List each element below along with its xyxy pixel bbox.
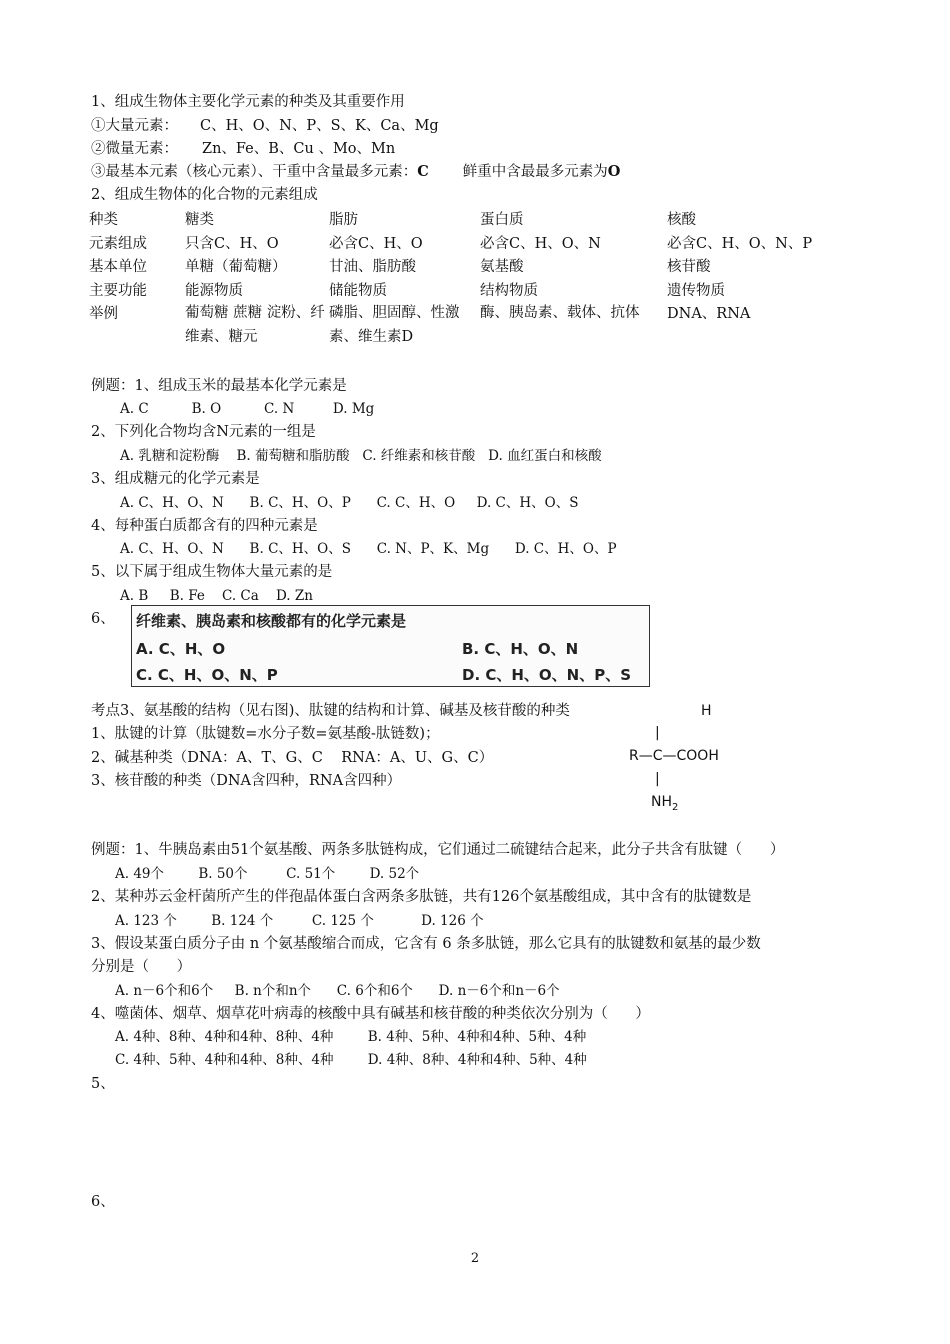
formula-bottom-bond: |: [655, 771, 660, 787]
example2-q1-options: A. 49个 B. 50个 C. 51个 D. 52个: [115, 866, 420, 882]
q6-option-b: B. C、H、O、N: [462, 640, 579, 658]
table-cell: 种类: [89, 212, 118, 228]
basic-element-line: [91, 162, 620, 182]
section2-title: 2、组成生物体的化合物的元素组成: [91, 187, 318, 203]
example1-q4-options: A. C、H、O、N B. C、H、O、S C. N、P、K、Mg D. C、H、O、P: [120, 541, 617, 557]
formula-subscript: 2: [672, 801, 679, 813]
table-cell: 磷脂、胆固醇、性激素、维生素D: [329, 305, 460, 345]
table-cell: 蛋白质: [480, 212, 524, 228]
macro-label: ①大量元素：: [91, 118, 178, 134]
table-row: [89, 232, 812, 256]
example1-q2-options: A. 乳糖和淀粉酶 B. 葡萄糖和脂肪酸 C. 纤维素和核苷酸 D. 血红蛋白和核酸: [120, 448, 602, 464]
table-cell: 单糖（葡萄糖）: [185, 259, 287, 275]
table-cell: 必含C、H、O、N、P: [667, 235, 813, 252]
fresh-o: O: [607, 163, 621, 180]
section3-point2: 2、碱基种类（DNA：A、T、G、C RNA：A、U、G、C）: [91, 750, 494, 766]
example2-q2-options: A. 123 个 B. 124 个 C. 125 个 D. 126 个: [115, 913, 484, 929]
table-cell: 核酸: [667, 212, 696, 228]
example2-q3-options: A. n－6个和6个 B. n个和n个 C. 6个和6个 D. n－6个和n－6个: [115, 983, 560, 999]
example2-q5: 5、: [91, 1076, 115, 1092]
table-row: [89, 208, 812, 232]
table-cell: 脂肪: [329, 212, 358, 228]
micro-elements-line: [91, 139, 395, 159]
table-cell: 葡萄糖 蔗糖 淀粉、纤维素、糖元: [185, 305, 325, 345]
formula-h: H: [701, 703, 712, 719]
formula-top-bond: |: [655, 725, 660, 741]
table-cell: 元素组成: [89, 235, 147, 252]
table-cell: 必含C、H、O、N: [480, 235, 601, 252]
example2-q6: 6、: [91, 1194, 115, 1210]
example1-q3: 3、组成糖元的化学元素是: [91, 471, 260, 487]
example1-q5-options: A. B B. Fe C. Ca D. Zn: [120, 588, 313, 604]
page-number: 2: [470, 1251, 480, 1266]
table-row: [89, 279, 812, 303]
formula-chain: R—C—COOH: [629, 748, 719, 764]
basic-text: ③最基本元素（核心元素）、干重中含量最多元素：: [91, 164, 418, 180]
section3-point3: 3、核苷酸的种类（DNA含四种，RNA含四种）: [91, 773, 402, 789]
section1-title: 1、组成生物体主要化学元素的种类及其重要作用: [91, 94, 405, 110]
table-row: [89, 255, 812, 279]
table-row: [89, 302, 812, 349]
macro-elements-line: [91, 116, 439, 136]
question6-image-box: [131, 605, 650, 687]
q6-option-c: C. C、H、O、N、P: [136, 666, 278, 684]
table-cell: 储能物质: [329, 282, 387, 299]
micro-label: ②微量无素：: [91, 141, 178, 157]
example2-q1: 例题：1、牛胰岛素由51个氨基酸、两条多肽链构成，它们通过二硫键结合起来，此分子共含有肽键（ ）: [91, 842, 785, 858]
table-cell: 基本单位: [89, 259, 147, 275]
example2-q3-line1: 3、假设某蛋白质分子由 n 个氨基酸缩合而成，它含有 6 条多肽链，那么它具有的肽键数和氨基的最少数: [91, 936, 761, 952]
table-cell: 结构物质: [480, 282, 538, 299]
example1-q4: 4、每种蛋白质都含有的四种元素是: [91, 518, 318, 534]
example1-q2: 2、下列化合物均含N元素的一组是: [91, 424, 316, 440]
table-cell: 糖类: [185, 212, 214, 228]
basic-c: C: [417, 163, 429, 180]
q6-question: 纤维素、胰岛素和核酸都有的化学元素是: [136, 612, 407, 630]
table-cell: 必含C、H、O: [329, 235, 423, 252]
table-cell: 甘油、脂肪酸: [329, 259, 416, 275]
table-cell: 酶、胰岛素、载体、抗体: [480, 305, 640, 321]
q6-option-d: D. C、H、O、N、P、S: [462, 666, 632, 684]
section3-point1: 1、肽键的计算（肽键数=水分子数=氨基酸-肽链数)；: [91, 726, 440, 742]
table-cell: 能源物质: [185, 282, 243, 299]
formula-nh: NH: [651, 794, 672, 810]
table-cell: 氨基酸: [480, 259, 524, 275]
table-cell: 遗传物质: [667, 282, 725, 299]
table-cell: 主要功能: [89, 282, 147, 299]
example1-q6-number: 6、: [91, 611, 115, 627]
table-cell: 只含C、H、O: [185, 235, 279, 252]
example2-q4-options-ab: A. 4种、8种、4种和4种、8种、4种 B. 4种、5种、4种和4种、5种、4种: [115, 1029, 587, 1045]
macro-value: C、H、O、N、P、S、K、Ca、Mg: [200, 118, 439, 134]
table-cell: 核苷酸: [667, 259, 711, 275]
table-cell: DNA、RNA: [667, 306, 751, 322]
micro-value: Zn、Fe、B、Cu 、Mo、Mn: [202, 141, 396, 157]
compound-table: [89, 208, 812, 349]
example2-q4-options-cd: C. 4种、5种、4种和4种、8种、4种 D. 4种、8种、4种和4种、5种、4种: [115, 1052, 587, 1068]
section3-title: 考点3、氨基酸的结构（见右图)、肽键的结构和计算、碱基及核苷酸的种类: [91, 703, 570, 719]
table-cell: 举例: [89, 306, 118, 322]
example2-q3-line2: 分别是（ ）: [91, 959, 192, 975]
example1-q5: 5、以下属于组成生物体大量元素的是: [91, 564, 333, 580]
q6-option-a: A. C、H、O: [136, 640, 226, 658]
example1-q3-options: A. C、H、O、N B. C、H、O、P C. C、H、O D. C、H、O、S: [120, 495, 579, 511]
formula-amino-group: [651, 794, 678, 813]
example2-q2: 2、某种苏云金杆菌所产生的伴孢晶体蛋白含两条多肽链，共有126个氨基酸组成，其中含有的肽键数是: [91, 889, 752, 905]
fresh-text: 鲜重中含最最多元素为: [462, 164, 608, 180]
example1-q1-options: A. C B. O C. N D. Mg: [120, 401, 375, 417]
example1-q1: 例题：1、组成玉米的最基本化学元素是: [91, 378, 347, 394]
example2-q4: 4、噬菌体、烟草、烟草花叶病毒的核酸中具有碱基和核苷酸的种类依次分别为（ ）: [91, 1006, 650, 1022]
